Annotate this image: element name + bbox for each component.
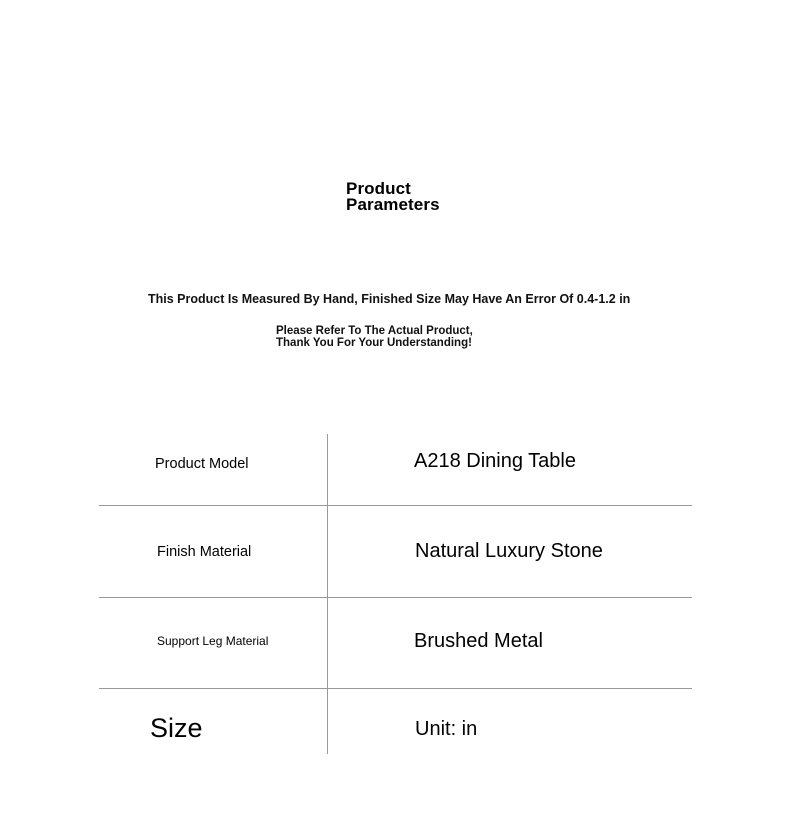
refer-notice-line-2: Thank You For Your Understanding!	[276, 337, 472, 349]
spec-value-finish-material: Natural Luxury Stone	[415, 540, 603, 562]
spec-label-size: Size	[150, 713, 203, 743]
spec-value-size: Unit: in	[415, 718, 478, 740]
page-title	[346, 181, 440, 213]
spec-label-finish-material: Finish Material	[157, 544, 252, 560]
measurement-notice: This Product Is Measured By Hand, Finished Size May Have An Error Of 0.4-1.2 in	[148, 292, 631, 306]
refer-notice-line-1: Please Refer To The Actual Product,	[276, 325, 473, 337]
spec-value-support-leg-material: Brushed Metal	[414, 630, 543, 652]
spec-label-support-leg-material: Support Leg Material	[157, 634, 269, 648]
spec-label-product-model: Product Model	[155, 456, 249, 472]
page-title-line-2: Parameters	[346, 195, 440, 214]
refer-notice	[276, 325, 473, 349]
column-divider	[327, 434, 328, 754]
row-divider	[99, 505, 692, 506]
row-divider	[99, 597, 692, 598]
spec-value-product-model: A218 Dining Table	[414, 450, 576, 472]
spec-table	[99, 434, 692, 754]
row-divider	[99, 688, 692, 689]
page-title-line-1: Product	[346, 179, 411, 198]
